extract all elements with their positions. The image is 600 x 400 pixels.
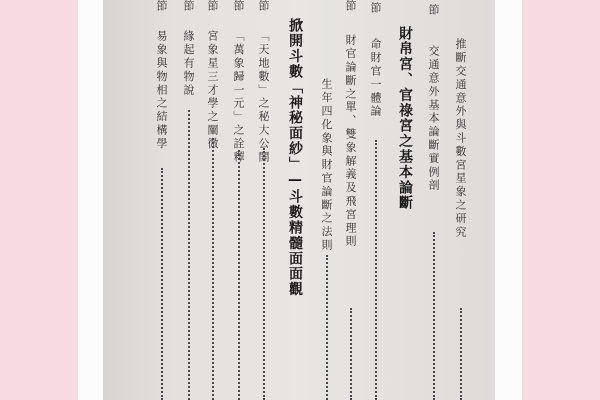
- toc-entry: 財官論斷之單、雙象解義及飛宮理則: [344, 34, 357, 249]
- toc-entry: 命財官一體論: [369, 38, 382, 119]
- toc-entry: 交通意外基本論斷實例剖: [427, 45, 440, 193]
- section-marker: 節: [206, 0, 219, 11]
- leader-dots: [188, 110, 190, 400]
- section-marker: 節: [344, 0, 357, 11]
- section-marker: 節: [182, 0, 195, 11]
- leader-dots: [460, 308, 462, 400]
- leader-dots: [263, 148, 265, 400]
- section-marker: 節: [257, 0, 270, 11]
- leader-dots: [238, 150, 240, 400]
- leader-dots: [161, 168, 163, 400]
- section-marker: 節: [155, 0, 168, 11]
- toc-entry: 推斷交通意外與斗數宮星象之研究: [454, 38, 467, 239]
- leader-dots: [212, 138, 214, 400]
- toc-entry: 緣起有物說: [182, 30, 195, 97]
- toc-entry: 宮象星三才學之闡微: [206, 30, 219, 151]
- leader-dots: [375, 140, 377, 400]
- toc-entry: 「萬象歸一元」之詮釋: [232, 30, 245, 164]
- toc-entry: 「天地數」之秘大公開: [257, 30, 270, 164]
- section-marker: 節: [232, 0, 245, 11]
- toc-entry: 易象與物相之結構學: [155, 30, 168, 151]
- leader-dots: [326, 255, 328, 400]
- section-marker: 節: [427, 4, 440, 15]
- chapter-heading: 財帛宮、官祿宮之基本論斷: [397, 26, 413, 211]
- leader-dots: [350, 308, 352, 400]
- leader-dots: [433, 232, 435, 400]
- book-page: [103, 0, 495, 400]
- section-marker: 節: [369, 2, 382, 13]
- chapter-heading: 掀開斗數「神秘面紗」—斗數精髓面面觀: [287, 18, 303, 298]
- toc-entry: 生年四化象與財官論斷之法則: [320, 78, 333, 253]
